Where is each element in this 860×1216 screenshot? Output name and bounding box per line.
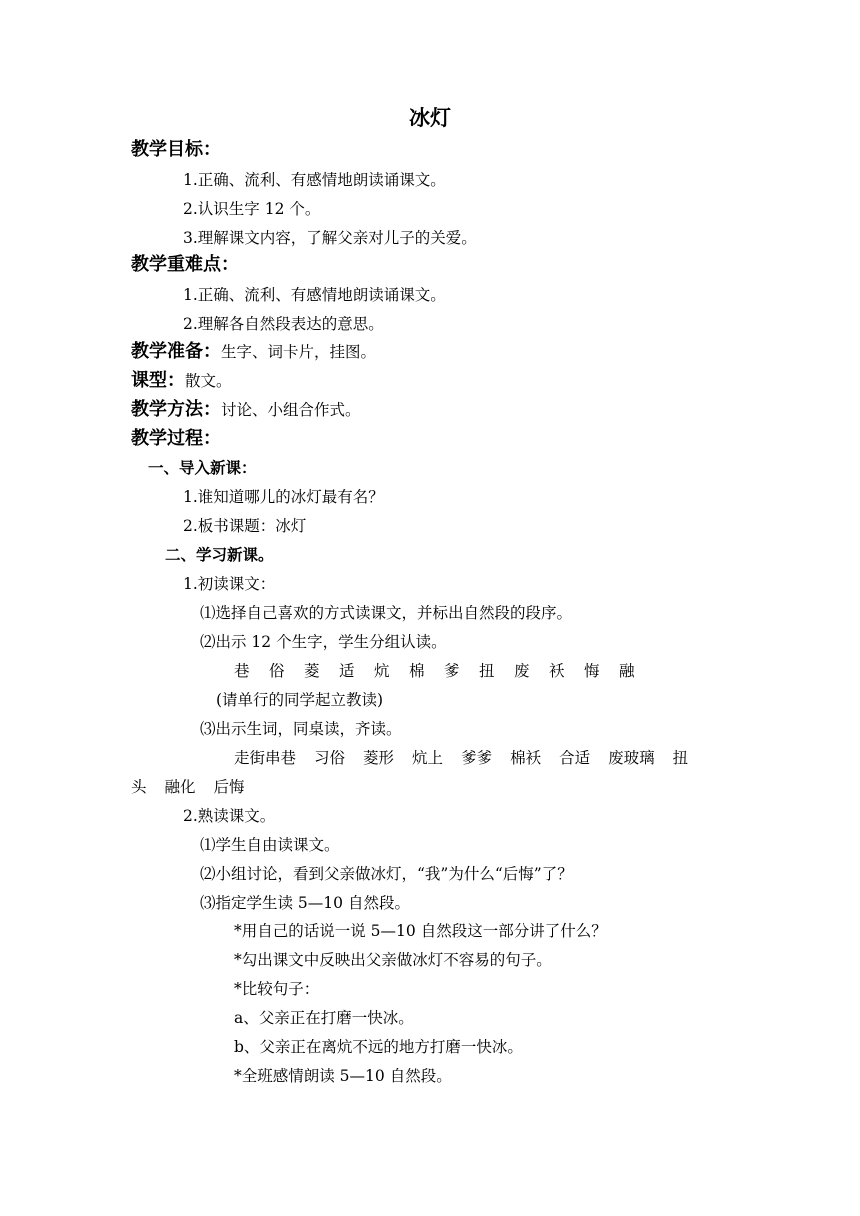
new-words-row-continued: [131, 776, 263, 798]
new-word: 走街串巷: [234, 749, 297, 767]
new-word: 头: [131, 778, 147, 796]
step2-sub-item: ⑶指定学生读 5—10 自然段。: [200, 894, 410, 912]
step2-label: 2.熟读课文。: [183, 807, 276, 825]
document-title: 冰灯: [409, 106, 451, 130]
new-char: 废: [514, 662, 530, 680]
methods-label: 教学方法：: [131, 399, 221, 420]
comparison-sentence: a、父亲正在打磨一快冰。: [234, 1009, 414, 1027]
process-heading: 教学过程：: [131, 428, 221, 449]
lesson-type-line: [131, 369, 232, 393]
lesson-type-label: 课型：: [131, 370, 185, 391]
preparation-value: 生字、词卡片，挂图。: [221, 343, 377, 361]
new-char: 棉: [409, 662, 425, 680]
step2-sub-item: ⑴学生自由读课文。: [200, 836, 340, 854]
new-char: 悔: [584, 662, 600, 680]
activity-bullet: *勾出课文中反映出父亲做冰灯不容易的句子。: [234, 951, 552, 969]
key-point-item: 2.理解各自然段表达的意思。: [183, 315, 384, 333]
new-characters-row: [234, 660, 654, 682]
section1-item: 2.板书课题：冰灯: [183, 517, 307, 535]
new-char: 爹: [444, 662, 460, 680]
new-char: 适: [339, 662, 355, 680]
objective-item: 1.正确、流利、有感情地朗读诵课文。: [183, 171, 446, 189]
step1-sub-item: ⑴选择自己喜欢的方式读课文，并标出自然段的段序。: [200, 604, 573, 622]
preparation-label: 教学准备：: [131, 341, 221, 362]
lesson-type-value: 散文。: [185, 372, 232, 390]
new-word: 扭: [672, 749, 689, 767]
section1-heading: 一、导入新课：: [148, 459, 257, 477]
objective-item: 2.认识生字 12 个。: [183, 200, 321, 218]
new-word: 习俗: [314, 749, 346, 767]
step1-label: 1.初读课文：: [183, 575, 276, 593]
new-char: 袄: [549, 662, 565, 680]
new-word: 棉袄: [510, 749, 542, 767]
key-point-item: 1.正确、流利、有感情地朗读诵课文。: [183, 286, 446, 304]
section1-item: 1.谁知道哪儿的冰灯最有名？: [183, 488, 384, 506]
step1-sub-item: ⑶出示生词，同桌读，齐读。: [200, 720, 402, 738]
new-word: 合适: [559, 749, 591, 767]
new-word: 后悔: [213, 778, 245, 796]
section2-heading: 二、学习新课。: [165, 546, 274, 564]
key-points-heading: 教学重难点：: [131, 254, 239, 275]
step2-sub-item: ⑵小组讨论，看到父亲做冰灯，“我”为什么“后悔”了？: [200, 865, 573, 883]
new-word: 菱形: [363, 749, 395, 767]
new-char: 俗: [269, 662, 285, 680]
comparison-sentence: b、父亲正在离炕不远的地方打磨一快冰。: [234, 1038, 523, 1056]
activity-bullet: *用自己的话说一说 5—10 自然段这一部分讲了什么？: [234, 922, 607, 940]
new-char: 菱: [304, 662, 320, 680]
objective-item: 3.理解课文内容，了解父亲对儿子的关爱。: [183, 229, 477, 247]
methods-value: 讨论、小组合作式。: [221, 401, 361, 419]
reading-note: (请单行的同学起立教读): [216, 691, 384, 709]
activity-bullet: *全班感情朗读 5—10 自然段。: [234, 1067, 452, 1085]
new-word: 炕上: [412, 749, 444, 767]
new-char: 扭: [479, 662, 495, 680]
new-word: 融化: [164, 778, 196, 796]
activity-bullet: *比较句子：: [234, 980, 320, 998]
new-words-row: [234, 747, 706, 769]
new-word: 废玻璃: [608, 749, 655, 767]
objectives-heading: 教学目标：: [131, 139, 221, 160]
step1-sub-item: ⑵出示 12 个生字，学生分组认读。: [200, 633, 447, 651]
preparation-line: [131, 340, 376, 364]
new-word: 爹爹: [461, 749, 493, 767]
new-char: 巷: [234, 662, 250, 680]
new-char: 炕: [374, 662, 390, 680]
new-char: 融: [619, 662, 635, 680]
methods-line: [131, 398, 361, 422]
